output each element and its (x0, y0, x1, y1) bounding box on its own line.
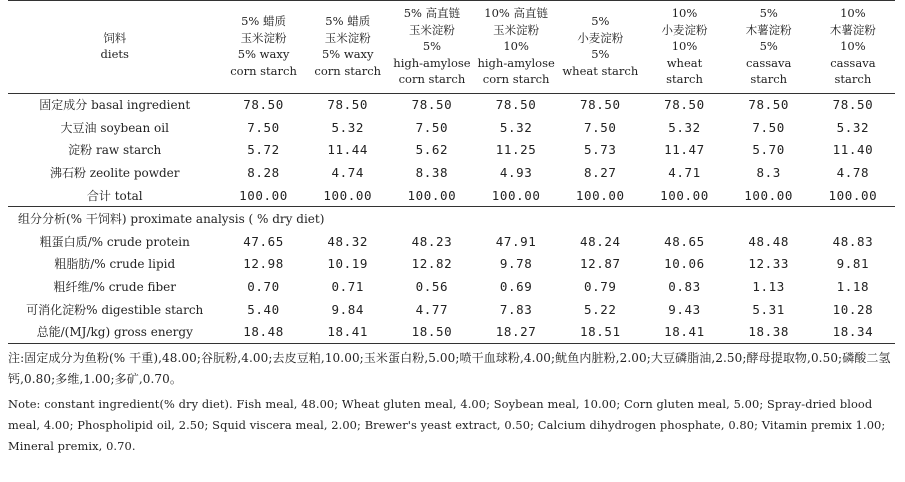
cell-value: 5.70 (752, 142, 785, 158)
cell-value: 18.41 (664, 324, 705, 340)
cell-value: 100.00 (660, 187, 709, 203)
diets-header-cell (8, 1, 221, 94)
cell-value: 12.82 (411, 256, 453, 272)
column-header-line: high-amylose (393, 55, 471, 70)
cell-value: 100.00 (239, 187, 288, 203)
cell-value: 5.22 (584, 301, 617, 317)
cell-value: 0.83 (668, 279, 701, 295)
cell-value: 78.50 (664, 97, 705, 113)
column-header-line: 玉米淀粉 (493, 22, 540, 37)
row-label: 合计 total (86, 188, 143, 203)
cell-value: 18.38 (748, 324, 789, 340)
cell-value: 48.48 (748, 233, 789, 249)
column-header-line: 10% (840, 6, 866, 20)
column-header-line: corn starch (314, 63, 382, 78)
row-label: 大豆油 soybean oil (60, 120, 169, 135)
row-label: 粗纤维/% crude fiber (53, 280, 177, 295)
column-header-line: 木薯淀粉 (745, 22, 792, 37)
column-header-line: 5% (422, 39, 442, 53)
cell-value: 78.50 (495, 97, 537, 113)
column-header-line: cassava (746, 55, 792, 70)
diets-header-cn: 饲料 (103, 30, 127, 45)
cell-value: 4.71 (668, 165, 701, 181)
table-header-row (8, 1, 895, 94)
column-header-line: 5% (759, 6, 778, 20)
column-header-line: 5% (591, 47, 610, 62)
cell-value: 8.38 (415, 165, 449, 181)
cell-value: 100.00 (407, 187, 457, 203)
cell-value: 1.18 (836, 279, 870, 295)
cell-value: 10.19 (327, 256, 369, 272)
cell-value: 8.28 (247, 165, 280, 181)
cell-value: 48.23 (411, 233, 453, 249)
column-header-line: corn starch (482, 72, 550, 86)
cell-value: 9.43 (668, 301, 701, 317)
cell-value: 78.50 (579, 97, 621, 113)
cell-value: 18.41 (327, 324, 369, 340)
column-header (221, 1, 305, 94)
cell-value: 0.56 (415, 279, 449, 295)
column-header-line: 小麦淀粉 (661, 22, 708, 37)
cell-value: 4.93 (499, 165, 533, 181)
column-header-line: 5% 蜡质 (325, 14, 371, 29)
column-header-line: corn starch (398, 72, 466, 86)
cell-value: 11.44 (327, 142, 369, 158)
cell-value: 5.73 (584, 142, 617, 158)
table-row (8, 275, 895, 298)
table-row (8, 298, 895, 321)
cell-value: 78.50 (411, 97, 453, 113)
cell-value: 78.50 (327, 97, 369, 113)
row-label: 固定成分 basal ingredient (39, 98, 191, 113)
cell-value: 7.50 (752, 119, 785, 135)
column-header-line: wheat starch (562, 63, 639, 78)
cell-value: 5.62 (415, 142, 449, 158)
table-row (8, 253, 895, 276)
cell-value: 9.84 (331, 301, 364, 317)
column-header (642, 1, 726, 94)
cell-value: 18.51 (579, 324, 621, 340)
column-header-line: 5% waxy (321, 47, 374, 62)
row-label: 总能/(MJ/kg) gross energy (36, 325, 193, 340)
row-label: 可消化淀粉% digestible starch (26, 302, 204, 317)
cell-value: 12.87 (579, 256, 621, 272)
cell-value: 10.06 (664, 256, 705, 272)
column-header-line: 10% (671, 39, 698, 53)
column-header-line: wheat (666, 55, 703, 70)
column-header (306, 1, 390, 94)
cell-value: 0.70 (247, 279, 280, 295)
table-row (8, 116, 895, 139)
formulation-rows (8, 93, 895, 344)
column-header-line: starch (750, 72, 788, 86)
cell-value: 4.77 (415, 301, 449, 317)
column-header-line: cassava (830, 55, 876, 70)
cell-value: 78.50 (832, 97, 874, 113)
column-header-line: 10% (503, 39, 529, 53)
row-label: 沸石粉 zeolite powder (49, 166, 180, 181)
cell-value: 8.27 (584, 165, 617, 181)
column-header (390, 1, 474, 94)
cell-value: 48.65 (664, 233, 705, 249)
column-header (474, 1, 558, 94)
section-title-row (8, 207, 895, 230)
column-header-line: 10% (671, 6, 698, 20)
cell-value: 11.25 (495, 142, 537, 158)
cell-value: 4.78 (836, 165, 870, 181)
cell-value: 5.32 (836, 119, 870, 135)
cell-value: 5.72 (247, 142, 280, 158)
row-label: 粗脂肪/% crude lipid (54, 257, 176, 272)
cell-value: 48.24 (579, 233, 621, 249)
column-header-line: 玉米淀粉 (408, 22, 455, 37)
column-header-line: 10% (840, 39, 866, 53)
total-row (8, 184, 895, 207)
column-header-line: 5% (759, 39, 778, 53)
cell-value: 0.71 (331, 279, 364, 295)
table-row (8, 93, 895, 116)
cell-value: 47.65 (243, 233, 284, 249)
cell-value: 11.40 (832, 142, 874, 158)
cell-value: 0.69 (499, 279, 533, 295)
footnote-english: Note: constant ingredient(% dry diet). Fish meal, 48.00; Wheat gluten meal, 4.00; Soybean meal, 10.00; Corn gluten meal, 5.00; Spray-dried blood meal, 4.00; Phospholipid oil, 2.50; Squid viscera meal, 2.00; Brewer's yeast extract, 0.50; Calcium dihydrogen phosphate, 0.80; Vitamin premix 1.00; Mineral premix, 0.70. (8, 397, 886, 454)
cell-value: 5.32 (668, 119, 701, 135)
cell-value: 18.34 (832, 324, 874, 340)
cell-value: 5.32 (499, 119, 533, 135)
cell-value: 78.50 (748, 97, 789, 113)
cell-value: 78.50 (243, 97, 284, 113)
cell-value: 5.32 (331, 119, 364, 135)
cell-value: 10.28 (832, 301, 874, 317)
table-row (8, 230, 895, 253)
cell-value: 12.98 (243, 256, 284, 272)
column-header-line: corn starch (230, 63, 297, 78)
cell-value: 7.50 (415, 119, 449, 135)
cell-value: 100.00 (575, 187, 625, 203)
cell-value: 7.50 (584, 119, 617, 135)
cell-value: 0.79 (584, 279, 617, 295)
column-header (558, 1, 642, 94)
column-header-line: 小麦淀粉 (577, 30, 624, 45)
cell-value: 48.83 (832, 233, 874, 249)
proximate-analysis-title: 组分分析(% 干饲料) proximate analysis ( % dry diet) (18, 212, 325, 227)
cell-value: 5.40 (247, 301, 280, 317)
diet-composition-table-document (8, 0, 895, 457)
cell-value: 100.00 (828, 187, 878, 203)
column-header-line: 5% 高直链 (403, 6, 461, 20)
column-header-line: 10% 高直链 (484, 6, 548, 20)
cell-value: 7.83 (499, 301, 533, 317)
cell-value: 12.33 (748, 256, 789, 272)
cell-value: 5.31 (752, 301, 785, 317)
column-header-line: high-amylose (477, 55, 555, 70)
cell-value: 18.50 (411, 324, 453, 340)
column-header-line: 玉米淀粉 (324, 30, 371, 45)
cell-value: 9.81 (836, 256, 870, 272)
row-label: 淀粉 raw starch (68, 143, 162, 158)
cell-value: 100.00 (744, 187, 794, 203)
cell-value: 1.13 (752, 279, 785, 295)
row-label: 粗蛋白质/% crude protein (39, 234, 190, 249)
cell-value: 18.27 (495, 324, 537, 340)
diet-composition-table (8, 0, 895, 344)
cell-value: 100.00 (323, 187, 373, 203)
column-header-line: 5% (591, 14, 610, 29)
cell-value: 11.47 (664, 142, 705, 158)
cell-value: 8.3 (756, 165, 781, 181)
cell-value: 100.00 (491, 187, 541, 203)
column-header-line: 5% 蜡质 (241, 14, 287, 29)
cell-value: 7.50 (247, 119, 280, 135)
column-header-line: 玉米淀粉 (240, 30, 287, 45)
footnote-chinese: 注:固定成分为鱼粉(% 干重),48.00;谷朊粉,4.00;去皮豆粕,10.00;玉米蛋白粉,5.00;喷干血球粉,4.00;鱿鱼内脏粉,2.00;大豆磷脂油,2.50;酵母提取物,0.50;磷酸二氢钙,0.80;多维,1.00;多矿,0.70。 (8, 351, 891, 387)
table-row (8, 320, 895, 343)
column-header-line: 5% waxy (237, 47, 290, 62)
cell-value: 9.78 (499, 256, 533, 272)
table-row (8, 161, 895, 184)
cell-value: 18.48 (243, 324, 284, 340)
column-header-line: starch (834, 72, 872, 86)
cell-value: 48.32 (327, 233, 369, 249)
column-header-line: 木薯淀粉 (829, 22, 876, 37)
column-header (811, 1, 895, 94)
cell-value: 47.91 (495, 233, 537, 249)
diets-header-en: diets (100, 47, 129, 62)
table-row (8, 139, 895, 162)
cell-value: 4.74 (331, 165, 364, 181)
column-header (727, 1, 811, 94)
column-header-line: starch (666, 72, 703, 86)
